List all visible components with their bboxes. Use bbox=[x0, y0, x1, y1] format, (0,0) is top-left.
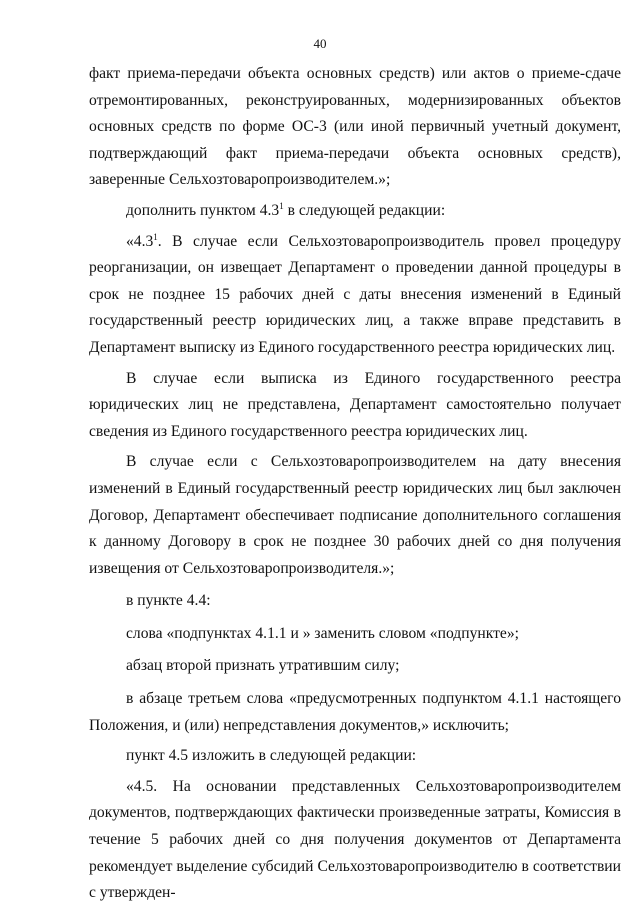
superscript-marker: 1 bbox=[153, 231, 158, 242]
page-number: 40 bbox=[313, 36, 327, 51]
superscript-marker: 1 bbox=[279, 200, 284, 211]
paragraph-clause-4-4: в пункте 4.4: bbox=[126, 592, 211, 610]
paragraph-agreement-signing: В случае если с Сельхозтоваропроизводителем на дату внесения изменений в Единый государственный реестр юридических лиц был заключен Договор, Департамент обеспечивает подписание дополнительного соглашения к данному Договору в срок не позднее 30 рабочих дней со дня получения извещения от Сельхозтоваропроизводителя.»; bbox=[89, 453, 621, 577]
paragraph-third-exclude: в абзаце третьем слова «предусмотренных подпунктом 4.1.1 настоящего Положения, и (или) непредставления документов,» исключить; bbox=[89, 690, 621, 734]
paragraph-replace-words: слова «подпунктах 4.1.1 и » заменить словом «подпункте»; bbox=[126, 624, 519, 642]
paragraph-add-clause: дополнить пунктом $4.3^1$ в следующей редакции: bbox=[126, 200, 446, 219]
paragraph-continuation: факт приема-передачи объекта основных средств) или актов о приеме-сдаче отремонтированных, реконструированных, модернизированных объектов основных средств по форме ОС-3 (или иной первичный учетный документ, подтверждающий факт приема-передачи объекта основных средств), заверенные Сельхозтоваропроизводителем.»; bbox=[89, 65, 621, 189]
document-body bbox=[89, 61, 621, 907]
paragraph-clause-4-3-1: «$4.3^1$. В случае если Сельхозтоваропроизводитель провел процедуру реорганизации, он извещает Департамент о проведении данной процедуры в срок не позднее 15 рабочих дней с даты внесения изменений в Единый государственный реестр юридических лиц, а также вправе представить в Департамент выписку из Единого государственного реестра юридических лиц. bbox=[89, 231, 621, 356]
paragraph-invalidate-second: абзац второй признать утратившим силу; bbox=[126, 657, 400, 675]
paragraph-extract-not-submitted: В случае если выписка из Единого государственного реестра юридических лиц не представлена, Департамент самостоятельно получает сведения из Единого государственного реестра юридических лиц. bbox=[89, 369, 621, 440]
paragraph-commission: «4.5. На основании представленных Сельхозтоваропроизводителем документов, подтверждающих фактически произведенные затраты, Комиссия в течение 5 рабочих дней со дня получения документов от Департамента рекомендует выделение субсидий Сельхозтоваропроизводителю в соответствии с утвержден- bbox=[89, 777, 621, 902]
paragraph-clause-4-5: пункт 4.5 изложить в следующей редакции: bbox=[126, 747, 417, 765]
